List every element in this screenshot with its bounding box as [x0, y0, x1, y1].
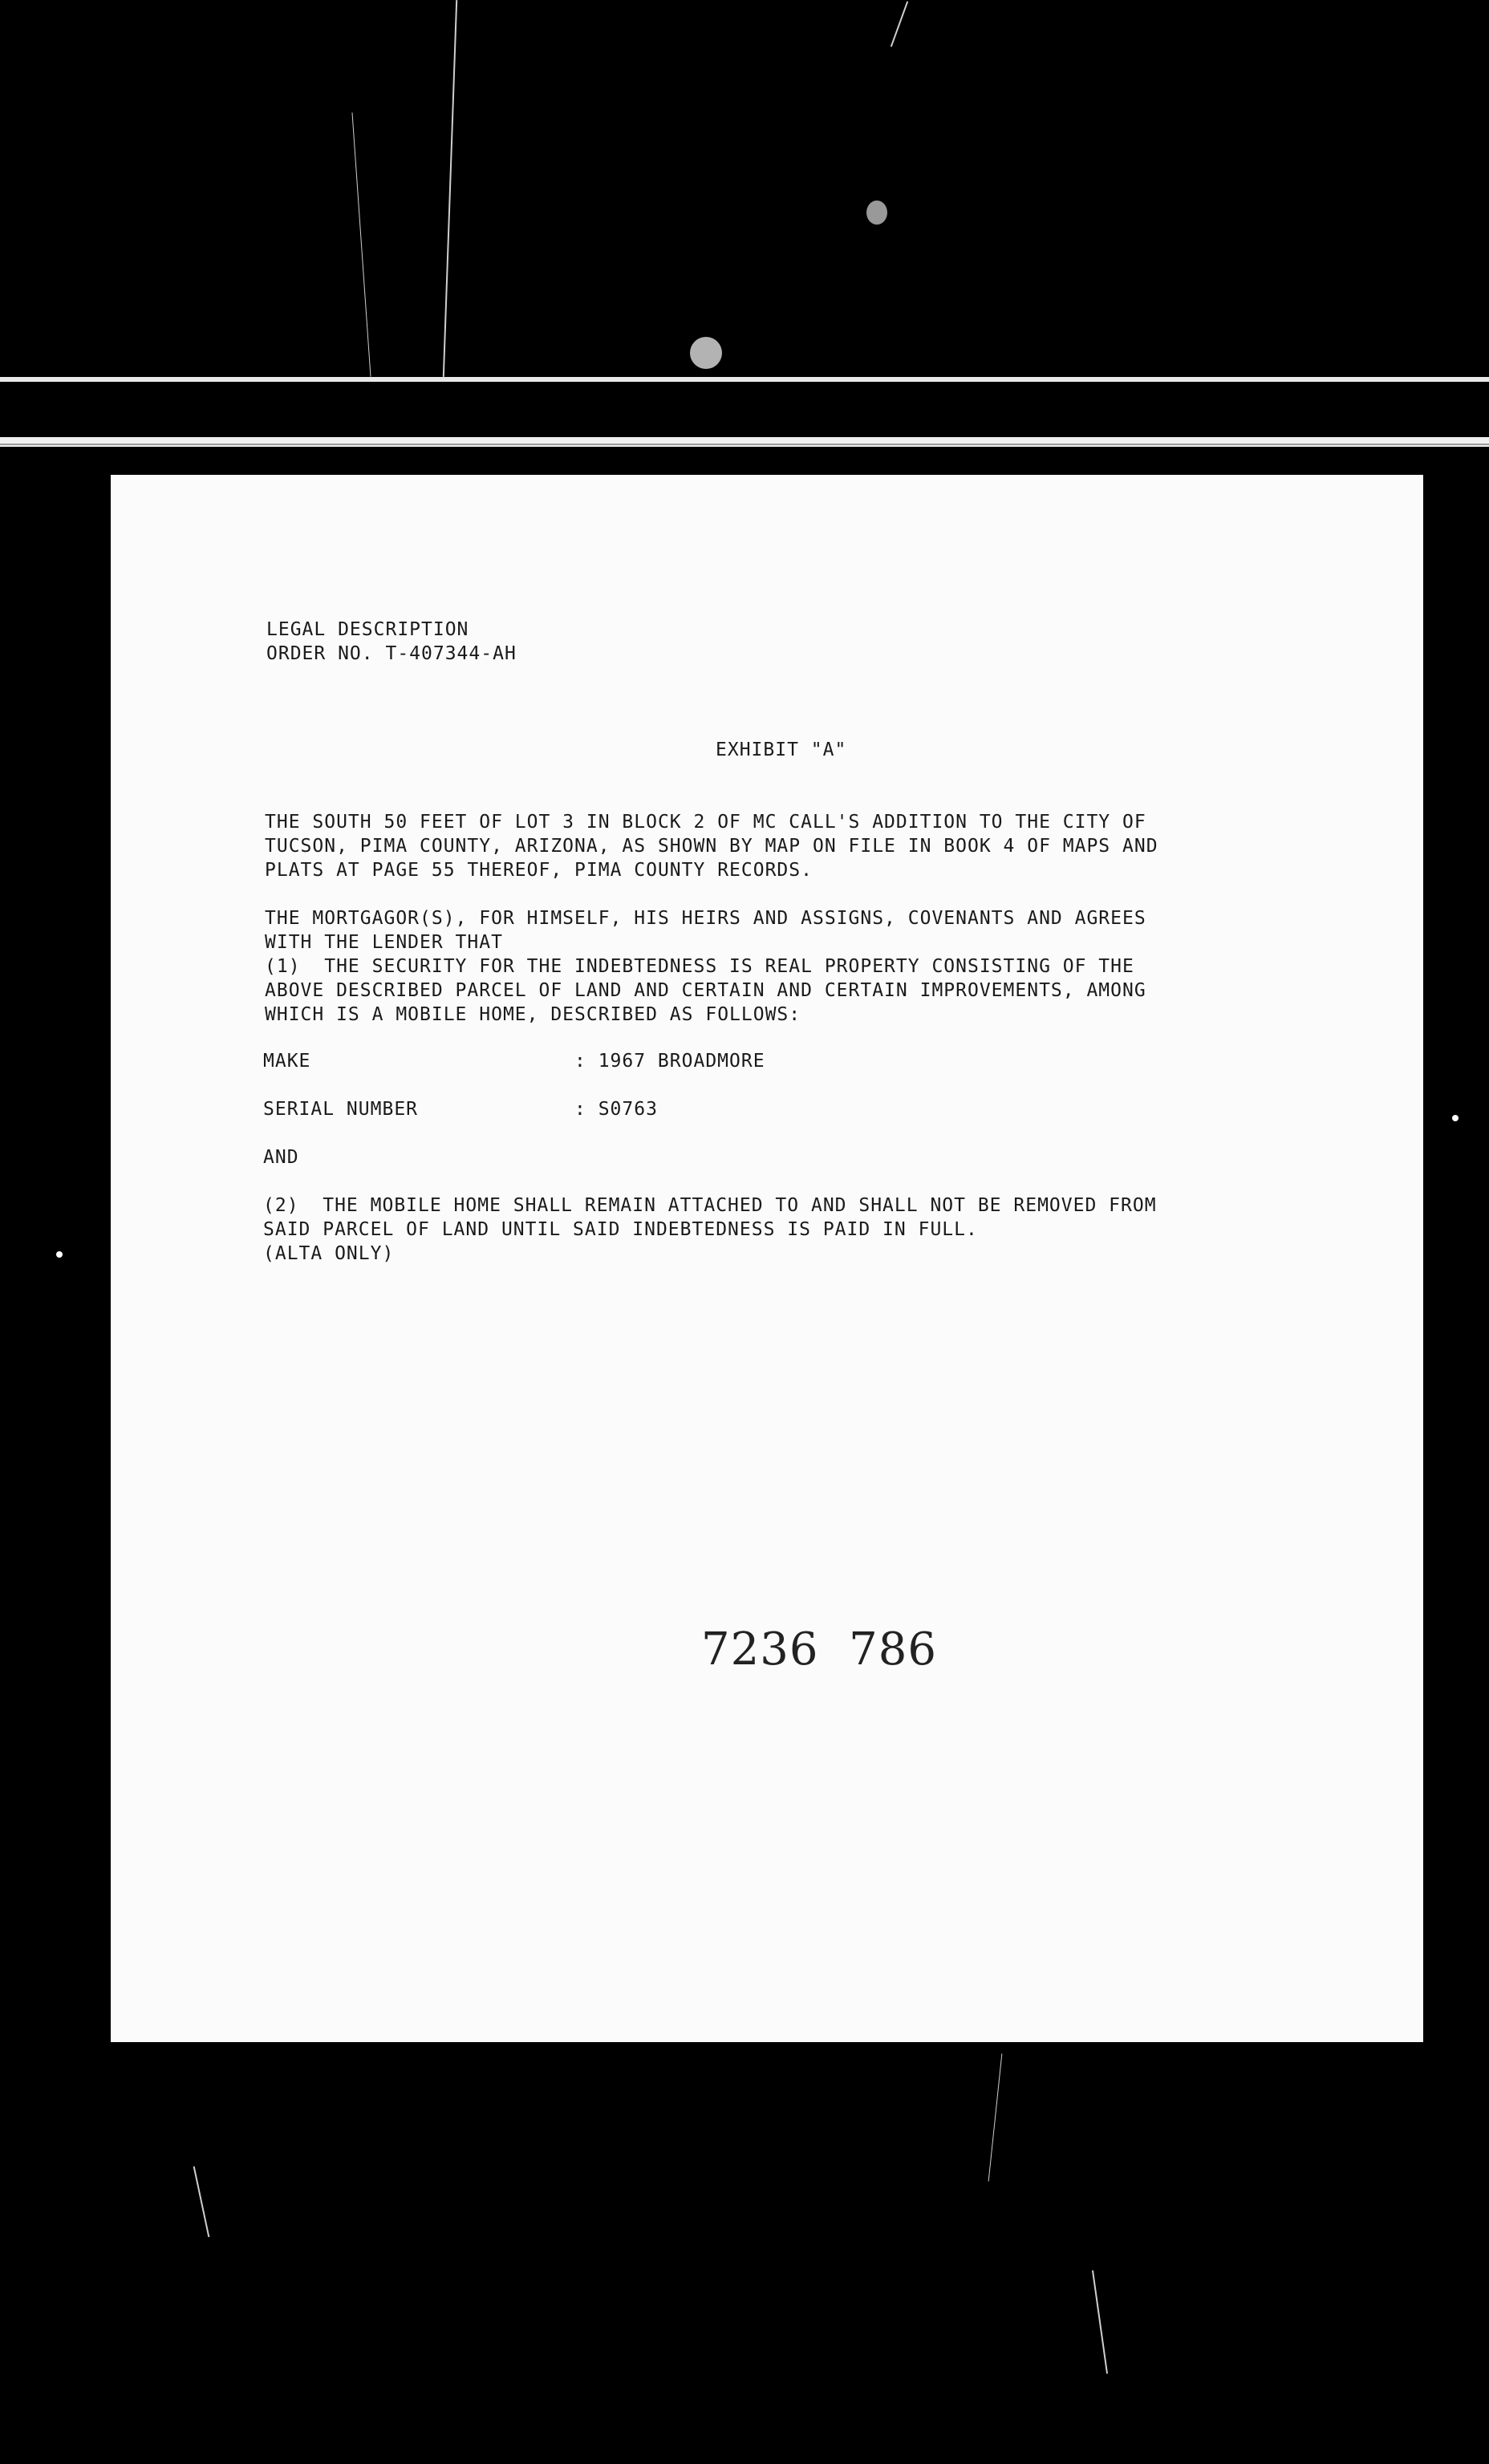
scan-line-thin: [0, 444, 1489, 445]
covenant-paragraph: THE MORTGAGOR(S), FOR HIMSELF, HIS HEIRS AND ASSIGNS, COVENANTS AND AGREES WITH THE LENDER THAT (1) THE SECURITY FOR THE INDEBTEDNESS IS REAL PROPERTY CONSISTING OF THE ABOVE DESCRIBED PARCEL OF LAND AND CERTAIN AND CERTAIN IMPROVEMENTS, AMONG WHICH IS A MOBILE HOME, DESCRIBED AS FOLLOWS:: [265, 908, 1146, 1025]
film-scratch: [1092, 2270, 1108, 2373]
recording-stamp: 7236 786: [701, 1623, 938, 1676]
scan-line-middle: [0, 437, 1489, 447]
serial-number-label: SERIAL NUMBER: [263, 1099, 419, 1120]
film-scratch: [193, 2166, 210, 2237]
legal-description-heading: LEGAL DESCRIPTION: [266, 619, 469, 640]
film-scratch: [988, 2053, 1003, 2181]
mobile-home-condition-paragraph: (2) THE MOBILE HOME SHALL REMAIN ATTACHED TO AND SHALL NOT BE REMOVED FROM SAID PARCEL OF LAND UNTIL SAID INDEBTEDNESS IS PAID IN FULL. (ALTA ONLY): [263, 1195, 1157, 1264]
dust-speck: [866, 201, 887, 225]
dust-speck: [56, 1251, 63, 1258]
serial-number-value: : S0763: [574, 1099, 658, 1120]
legal-description-paragraph: THE SOUTH 50 FEET OF LOT 3 IN BLOCK 2 OF MC CALL'S ADDITION TO THE CITY OF TUCSON, PIMA COUNTY, ARIZONA, AS SHOWN BY MAP ON FILE IN BOOK 4 OF MAPS AND PLATS AT PAGE 55 THEREOF, PIMA COUNTY RECORDS.: [265, 812, 1158, 881]
film-scratch: [351, 112, 371, 376]
film-scratch: [891, 1, 908, 47]
make-label: MAKE: [263, 1051, 311, 1072]
film-scratch: [443, 0, 457, 377]
scan-line-top: [0, 377, 1489, 382]
dust-speck: [1452, 1115, 1459, 1121]
and-conjunction: AND: [263, 1147, 299, 1168]
document-header: [266, 618, 517, 666]
order-number: ORDER NO. T-407344-AH: [266, 643, 517, 664]
make-value: : 1967 BROADMORE: [574, 1051, 765, 1072]
document-page: [111, 475, 1423, 2042]
dust-speck: [690, 337, 722, 369]
exhibit-title: EXHIBIT "A": [716, 740, 847, 760]
